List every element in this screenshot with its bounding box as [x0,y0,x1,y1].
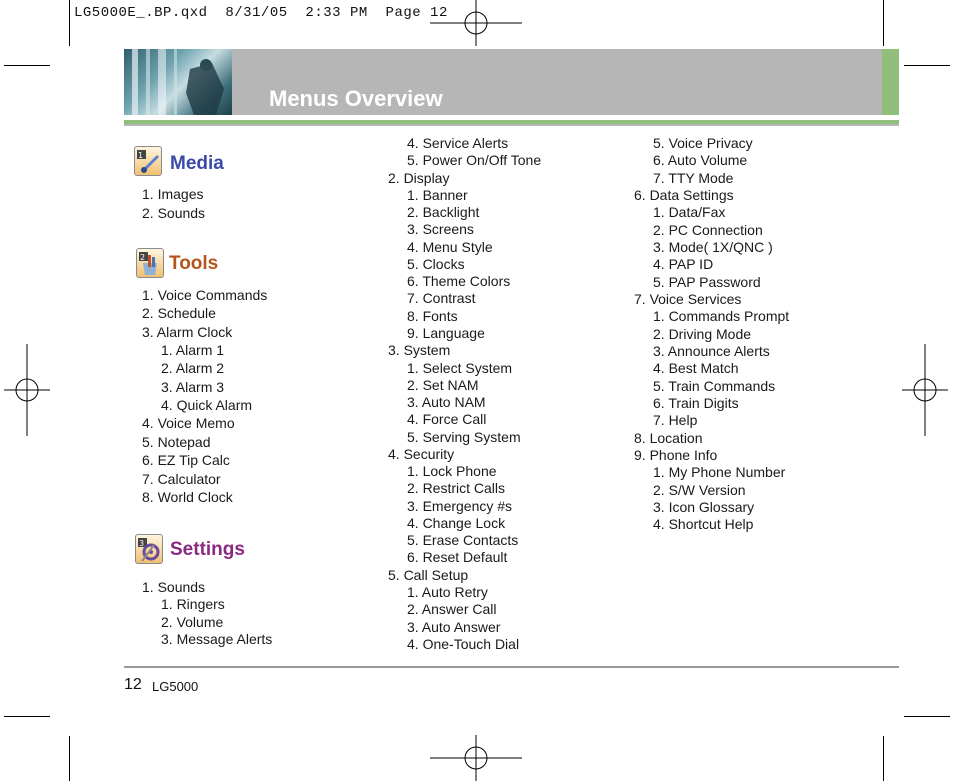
menu-item: 7. Voice Services [634,290,742,307]
menu-item: 7. Calculator [142,471,221,487]
submenu-item: 3. Alarm 3 [161,379,225,395]
menu-item: 6. Data Settings [634,186,734,203]
svg-text:1: 1 [138,151,144,160]
menu-item: 2. Schedule [142,305,216,321]
submenu-item: 5. Erase Contacts [407,532,519,549]
svg-text:3: 3 [139,539,145,548]
header-rule-shadow [124,124,899,126]
registration-mark-left [4,344,50,436]
submenu-item: 5. Power On/Off Tone [407,152,542,169]
menu-item: 6. EZ Tip Calc [142,452,230,468]
menu-item: 1. Voice Commands [142,287,268,303]
submenu-item: 3. Announce Alerts [653,342,770,359]
menu-item: 2. Sounds [142,205,206,221]
footer-model: LG5000 [152,679,199,694]
submenu-item: 5. Train Commands [653,377,776,394]
submenu-item: 2. Backlight [407,204,480,221]
menu-item: 1. Images [142,186,204,202]
menu-item: 5. Call Setup [388,566,469,583]
submenu-item: 5. Voice Privacy [653,135,753,151]
registration-mark-right [902,344,948,436]
submenu-item: 1. Banner [407,186,468,203]
submenu-item: 5. Serving System [407,428,521,445]
menu-item: 8. World Clock [142,489,233,505]
registration-mark-bottom [430,735,522,781]
submenu-item: 4. One-Touch Dial [407,635,520,652]
submenu-item: 4. Best Match [653,360,739,377]
menu-item: 3. System [388,342,451,359]
submenu-item: 2. Volume [161,614,224,630]
submenu-item: 3. Icon Glossary [653,498,755,515]
submenu-item: 1. Alarm 1 [161,342,225,358]
submenu-item: 4. Menu Style [407,238,493,255]
submenu-item: 1. Lock Phone [407,463,497,480]
submenu-item: 3. Auto Answer [407,618,501,635]
footer-rule [124,666,899,668]
submenu-item: 2. PC Connection [653,221,763,238]
menu-item: 3. Alarm Clock [142,324,233,340]
submenu-item: 2. Set NAM [407,376,479,393]
submenu-item: 4. Shortcut Help [653,516,754,533]
menu-item: 4. Voice Memo [142,415,235,431]
submenu-item: 3. Mode( 1X/QNC ) [653,238,773,255]
crop-mark [4,716,50,717]
crop-mark [904,65,950,66]
submenu-item: 4. Force Call [407,411,487,428]
submenu-item: 1. My Phone Number [653,464,786,481]
submenu-item: 2. Alarm 2 [161,360,225,376]
media-icon [134,146,162,176]
menu-item: 4. Security [388,445,455,462]
submenu-item: 7. TTY Mode [653,169,734,186]
submenu-item: 4. Quick Alarm [161,397,253,413]
svg-text:2: 2 [140,253,146,262]
submenu-item: 7. Contrast [407,290,476,307]
submenu-item: 3. Emergency #s [407,497,513,514]
menu-item: 1. Sounds [142,579,206,595]
header-photo [124,49,232,115]
submenu-item: 6. Train Digits [653,394,739,411]
section-title-tools: Tools [169,253,219,274]
submenu-item: 6. Theme Colors [407,273,511,290]
submenu-item: 4. Service Alerts [407,135,509,151]
submenu-item: 1. Auto Retry [407,584,488,601]
settings-icon [135,534,163,564]
crop-mark [883,736,884,781]
submenu-item: 6. Reset Default [407,549,508,566]
menu-item: 9. Phone Info [634,446,718,463]
crop-mark [904,716,950,717]
header-photo-art [124,49,232,115]
printer-slug: LG5000E_.BP.qxd 8/31/05 2:33 PM Page 12 [74,5,448,21]
submenu-item: 1. Select System [407,359,513,376]
submenu-item: 6. Auto Volume [653,152,748,169]
submenu-item: 2. Answer Call [407,601,497,618]
registration-mark-top [430,0,522,46]
submenu-item: 1. Ringers [161,596,225,612]
submenu-item: 5. Clocks [407,255,465,272]
submenu-item: 3. Message Alerts [161,631,273,647]
page-title: Menus Overview [269,86,443,111]
submenu-item: 3. Auto NAM [407,394,486,411]
submenu-item: 4. PAP ID [653,256,714,273]
submenu-item: 9. Language [407,324,485,341]
submenu-item: 1. Commands Prompt [653,308,790,325]
submenu-item: 5. PAP Password [653,273,761,290]
menu-item: 2. Display [388,169,450,186]
submenu-item: 3. Screens [407,221,474,238]
crop-mark [4,65,50,66]
submenu-item: 8. Fonts [407,307,458,324]
tools-icon [136,248,164,278]
submenu-item: 1. Data/Fax [653,204,726,221]
submenu-item: 2. Driving Mode [653,325,752,342]
submenu-item: 2. Restrict Calls [407,480,506,497]
section-title-media: Media [170,153,224,174]
section-title-settings: Settings [170,539,245,560]
header-accent [882,49,899,115]
submenu-item: 7. Help [653,412,698,429]
crop-mark [69,736,70,781]
submenu-item: 4. Change Lock [407,514,506,531]
menu-item: 8. Location [634,429,703,446]
page-number: 12 [124,676,142,693]
menu-item: 5. Notepad [142,434,211,450]
submenu-item: 2. S/W Version [653,481,746,498]
crop-mark [883,0,884,46]
crop-mark [69,0,70,46]
